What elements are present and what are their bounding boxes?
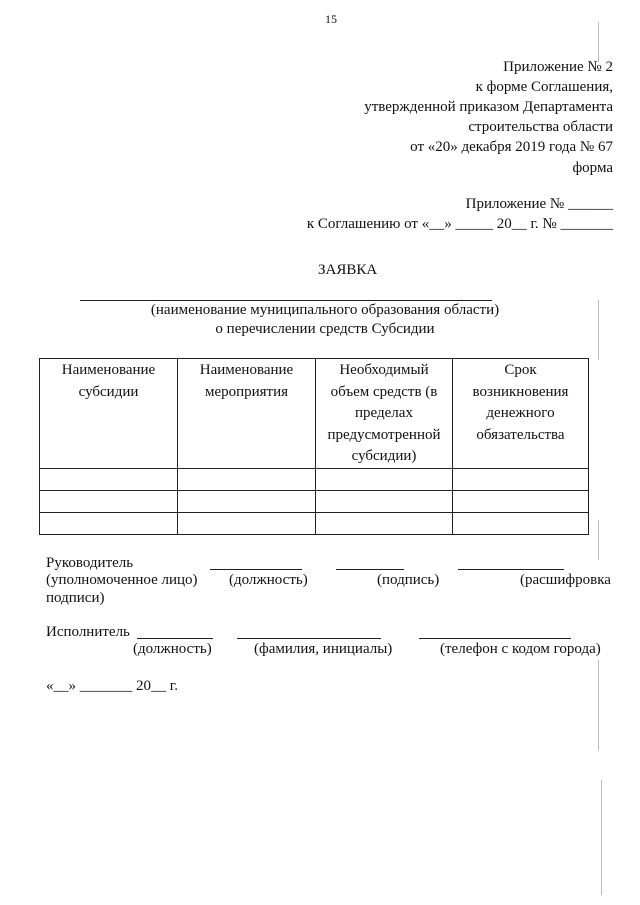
header-text: пределах [355,405,413,421]
header-text: денежного [486,405,555,421]
table-cell[interactable] [40,469,178,491]
scan-artifact-line [598,520,599,560]
scan-artifact-line [598,300,599,360]
decoding-hint-cont: подписи) [46,590,105,606]
table-cell[interactable] [453,491,589,513]
scan-artifact-line [601,780,602,895]
subtitle-line-1: (наименование муниципального образования области) [150,302,500,318]
head-signature-line[interactable] [336,569,404,570]
decoding-hint: (расшифровка [520,572,611,588]
appendix-line-5: от «20» декабря 2019 года № 67 [410,139,613,155]
date-line: «__» _______ 20__ г. [46,678,178,694]
agreement-appendix-line-1: Приложение № ______ [465,196,613,212]
header-text: субсидии) [351,448,417,464]
header-text: Наименование [61,362,156,378]
municipality-name-line [80,300,492,301]
scan-artifact-line [598,22,599,62]
table-row [40,513,589,535]
table-cell[interactable] [316,513,453,535]
header-required-amount [316,359,453,469]
appendix-line-3: утвержденной приказом Департамента [364,99,613,115]
header-text: Наименование [199,362,294,378]
header-text: объем средств (в [330,383,438,400]
table-cell[interactable] [453,513,589,535]
appendix-line-4: строительства области [468,119,613,135]
head-sub-label: (уполномоченное лицо) [46,572,198,588]
header-text: Необходимый [339,362,429,378]
header-text: возникновения [472,383,569,400]
appendix-header [364,57,613,157]
executor-position-line[interactable] [137,638,213,639]
agreement-appendix-line-2: к Соглашению от «__» _____ 20__ г. № _______ [306,216,613,232]
header-text: мероприятия [204,383,289,400]
scan-artifact-line [598,660,599,750]
head-label: Руководитель [46,555,134,571]
header-text: субсидии [78,383,139,400]
appendix-line-1: Приложение № 2 [503,59,613,75]
table-cell[interactable] [178,513,316,535]
table-cell[interactable] [178,469,316,491]
signature-hint: (подпись) [377,572,440,588]
agreement-appendix [307,194,613,234]
header-text: предусмотренной [327,426,441,443]
page-number: 15 [325,12,337,26]
table-header-row [40,359,589,469]
header-obligation-date [453,359,589,469]
table-row [40,491,589,513]
table-cell[interactable] [316,469,453,491]
table-cell[interactable] [40,491,178,513]
executor-phone-hint: (телефон с кодом города) [440,641,601,657]
document-title: ЗАЯВКА [318,262,378,278]
table-cell[interactable] [178,491,316,513]
executor-name-hint: (фамилия, инициалы) [254,641,393,657]
header-text: обязательства [476,426,565,443]
executor-position-hint: (должность) [133,641,212,657]
head-decoding-line[interactable] [458,569,564,570]
subsidy-request-table [39,358,589,535]
position-hint: (должность) [229,572,308,588]
subtitle-line-2: о перечислении средств Субсидии [215,321,435,337]
header-subsidy-name [40,359,178,469]
table-cell[interactable] [316,491,453,513]
executor-label: Исполнитель [46,624,130,640]
form-label: форма [572,160,613,176]
executor-name-line[interactable] [237,638,381,639]
appendix-line-2: к форме Соглашения, [475,79,613,95]
header-event-name [178,359,316,469]
table-row [40,469,589,491]
table-cell[interactable] [40,513,178,535]
header-text: Срок [504,362,537,378]
table-cell[interactable] [453,469,589,491]
head-position-line[interactable] [210,569,302,570]
executor-phone-line[interactable] [419,638,571,639]
